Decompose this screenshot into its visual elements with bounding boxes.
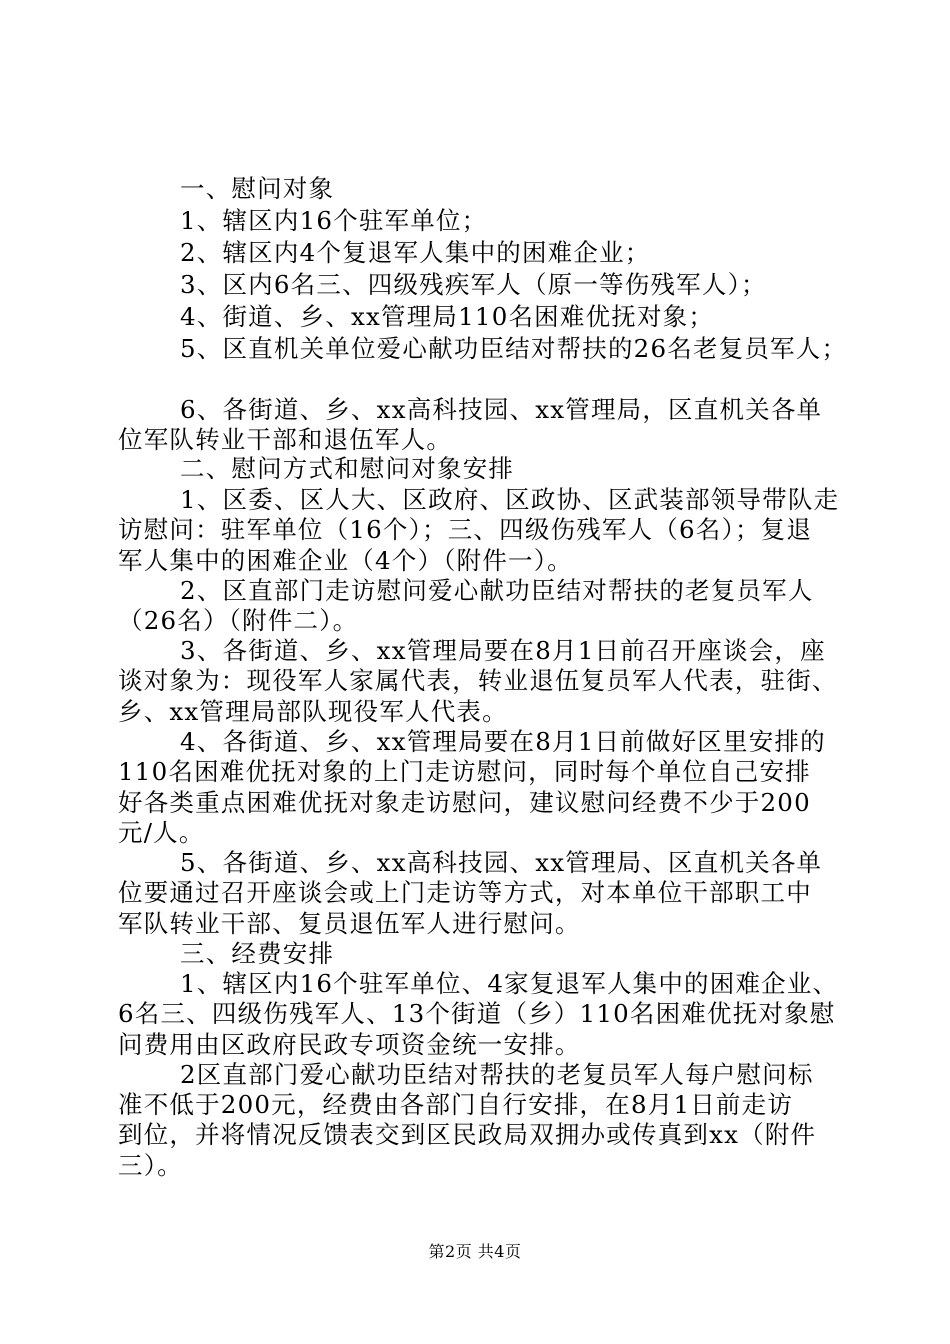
paragraph-line: 到位，并将情况反馈表交到区民政局双拥办或传真到xx（附件 [118,1120,817,1149]
list-item: 5、区直机关单位爱心献功臣结对帮扶的26名老复员军人； [180,334,848,363]
paragraph-line: 军人集中的困难企业（4个）（附件一）。 [118,546,573,575]
paragraph-line: 好各类重点困难优抚对象走访慰问，建议慰问经费不少于200 [118,788,811,817]
list-item: 4、街道、乡、xx管理局110名困难优抚对象； [180,302,715,331]
paragraph-line: 3、各街道、乡、xx管理局要在8月1日前召开座谈会，座 [180,636,826,665]
paragraph-line: 军队转业干部、复员退伍军人进行慰问。 [118,909,581,938]
section-heading-3: 三、经费安排 [180,939,335,968]
paragraph-line: 1、区委、区人大、区政府、区政协、区武装部领导带队走 [180,485,840,514]
paragraph-line: 6名三、四级伤残军人、13个街道（乡）110名困难优抚对象慰 [118,999,836,1028]
paragraph-line: 乡、xx管理局部队现役军人代表。 [118,697,508,726]
paragraph-line: 谈对象为：现役军人家属代表，转业退伍复员军人代表，驻街、 [118,666,838,695]
list-item: 1、辖区内16个驻军单位； [180,206,488,235]
paragraph-line: 2区直部门爱心献功臣结对帮扶的老复员军人每户慰问标 [180,1060,814,1089]
paragraph-line: 问费用由区政府民政专项资金统一安排。 [118,1030,581,1059]
paragraph-line: 元/人。 [118,818,205,847]
list-item: 2、辖区内4个复退军人集中的困难企业； [180,238,651,267]
paragraph-line: 5、各街道、乡、xx高科技园、xx管理局、区直机关各单 [180,848,823,877]
paragraph-line: 110名困难优抚对象的上门走访慰问，同时每个单位自己安排 [118,757,811,786]
paragraph-line: 访慰问：驻军单位（16个）；三、四级伤残军人（6名）；复退 [118,515,813,544]
paragraph-line: 6、各街道、乡、xx高科技园、xx管理局，区直机关各单 [180,395,823,424]
paragraph-line: 准不低于200元，经费由各部门自行安排，在8月1日前走访 [118,1090,794,1119]
paragraph-line: 1、辖区内16个驻军单位、4家复退军人集中的困难企业、 [180,969,839,998]
paragraph-line: （26名）（附件二）。 [118,606,359,635]
paragraph-line: 三）。 [118,1151,183,1180]
list-item: 3、区内6名三、四级残疾军人（原一等伤残军人）； [180,270,767,299]
paragraph-line: 2、区直部门走访慰问爱心献功臣结对帮扶的老复员军人 [180,576,814,605]
paragraph-line: 4、各街道、乡、xx管理局要在8月1日前做好区里安排的 [180,727,826,756]
section-heading-1: 一、慰问对象 [180,174,335,203]
page-number-footer: 第2页 共4页 [428,1242,522,1261]
paragraph-line: 位军队转业干部和退伍军人。 [118,425,453,454]
paragraph-line: 位要通过召开座谈会或上门走访等方式，对本单位干部职工中 [118,878,812,907]
section-heading-2: 二、慰问方式和慰问对象安排 [180,454,515,483]
